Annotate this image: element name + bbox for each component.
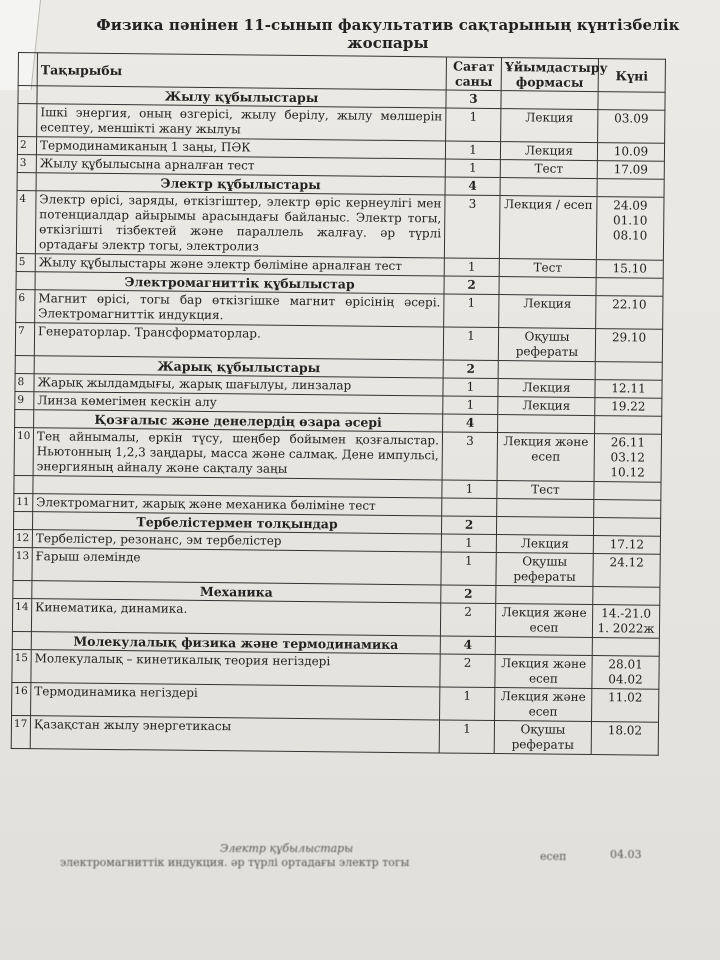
row-hours: 1 xyxy=(442,480,497,499)
row-number xyxy=(18,104,37,137)
section-num-cell xyxy=(13,511,32,529)
section-date-cell xyxy=(593,587,660,606)
section-hours: 2 xyxy=(441,585,496,604)
row-form: Лекция xyxy=(501,109,598,143)
footer-form: есеп xyxy=(540,850,567,863)
row-date: 22.10 xyxy=(596,296,663,330)
row-hours: 1 xyxy=(446,108,501,142)
row-topic: Тербелістер, резонанс, эм тербелістер xyxy=(32,530,441,552)
section-title: Жарық құбылыстары xyxy=(34,356,443,378)
table-row xyxy=(11,715,658,755)
row-date: 26.11 03.12 10.12 xyxy=(594,434,661,483)
section-form-cell xyxy=(498,361,595,380)
row-number: 14 xyxy=(12,598,31,631)
section-date-cell xyxy=(595,416,662,435)
row-hours: 1 xyxy=(443,378,498,397)
row-number: 4 xyxy=(16,190,36,253)
row-date: 10.09 xyxy=(597,143,664,162)
section-title: Электр құбылыстары xyxy=(36,173,445,195)
row-topic: Термодинамиканың 1 заңы, ПӘК xyxy=(36,137,445,159)
row-form: Тест xyxy=(500,160,597,179)
row-number xyxy=(14,475,33,493)
section-title: Молекулалық физика және термодинамика xyxy=(31,632,440,654)
table-row xyxy=(16,190,664,260)
row-form xyxy=(497,499,594,518)
section-date-cell xyxy=(598,92,665,111)
section-hours: 2 xyxy=(444,276,499,295)
row-hours: 1 xyxy=(444,258,499,277)
header-date: Күні xyxy=(598,59,665,93)
section-num-cell xyxy=(17,172,36,190)
row-topic: Тең айнымалы, еркін түсу, шеңбер бойымен қозғалыстар. Ньютонның 1,2,3 заңдары, масса және салмақ. Дене импульсі, энергияның айналу және сақталу заңы xyxy=(33,428,442,480)
row-hours: 1 xyxy=(440,687,495,721)
row-date: 11.02 xyxy=(592,689,659,723)
section-form-cell xyxy=(496,517,593,536)
section-hours: 4 xyxy=(445,177,500,196)
row-topic: Электромагнит, жарық және механика бөліміне тест xyxy=(33,494,442,516)
section-hours: 2 xyxy=(443,360,498,379)
section-hours: 2 xyxy=(441,516,496,535)
row-date: 24.12 xyxy=(593,554,660,588)
row-form: Лекция xyxy=(499,295,596,329)
row-date: 17.12 xyxy=(593,536,660,555)
row-form: Лекция xyxy=(498,397,595,416)
section-date-cell xyxy=(595,362,662,381)
row-form: Оқушы рефераты xyxy=(496,553,593,587)
row-hours: 1 xyxy=(441,552,496,586)
row-topic: Қазақстан жылу энергетикасы xyxy=(30,716,439,753)
header-hours: Сағат саны xyxy=(446,57,501,91)
section-form-cell xyxy=(501,91,598,110)
row-date: 03.09 xyxy=(598,110,665,144)
section-num-cell xyxy=(18,86,37,104)
row-date xyxy=(594,500,661,519)
row-hours: 1 xyxy=(444,294,499,328)
row-date: 29.10 xyxy=(595,329,662,363)
row-number: 16 xyxy=(12,682,31,715)
row-number: 15 xyxy=(12,649,31,682)
section-form-cell xyxy=(495,637,592,656)
row-form: Лекция xyxy=(496,535,593,554)
section-num-cell xyxy=(15,409,34,427)
section-num-cell xyxy=(12,631,31,649)
section-title: Жылу құбылыстары xyxy=(37,86,446,108)
row-topic: Генераторлар. Трансформаторлар. xyxy=(34,323,443,360)
row-date: 19.22 xyxy=(595,398,662,417)
section-num-cell xyxy=(15,355,34,373)
row-hours: 2 xyxy=(440,654,495,688)
row-topic: Ғарыш әлемінде xyxy=(32,548,441,585)
row-number: 2 xyxy=(17,137,36,155)
section-form-cell xyxy=(498,415,595,434)
row-hours: 1 xyxy=(443,396,498,415)
row-form: Оқушы рефераты xyxy=(498,328,595,362)
section-title: Электромагниттік құбылыстар xyxy=(35,272,444,294)
row-hours xyxy=(442,498,497,517)
row-topic: Магнит өрісі, тогы бар өткізгішке магнит өрісінің әсері. Электромагниттік индукция. xyxy=(35,290,444,327)
row-hours: 1 xyxy=(443,327,498,361)
row-topic: Линза көмегімен кескін алу xyxy=(34,392,443,414)
row-number: 8 xyxy=(15,373,34,391)
row-topic: Жылу құбылыстары және электр бөліміне арналған тест xyxy=(35,254,444,276)
row-hours: 1 xyxy=(441,534,496,553)
footer-line-2: электромагниттік индукция. әр түрлі ортадағы электр тогы xyxy=(60,856,410,869)
row-date: 24.09 01.10 08.10 xyxy=(596,197,664,261)
section-title: Тербелістермен толқындар xyxy=(32,512,441,534)
row-hours: 2 xyxy=(440,603,495,637)
row-hours: 3 xyxy=(444,195,500,259)
table-body xyxy=(11,86,665,756)
schedule-table xyxy=(11,52,666,756)
row-topic: Электр өрісі, заряды, өткізгіштер, электр өріс кернеулігі мен потенциалдар айырымы арасындағы байланыс. Электр тогы, өткізгішті тізбектей және параллель жалғау. әр түрлі ортадағы электр тогы, электролиз xyxy=(35,191,445,258)
row-number: 7 xyxy=(15,322,34,355)
row-hours: 1 xyxy=(445,159,500,178)
row-number: 6 xyxy=(16,289,35,322)
row-form: Тест xyxy=(499,259,596,278)
section-hours: 4 xyxy=(443,414,498,433)
row-form: Лекция / есеп xyxy=(499,196,597,260)
row-number: 12 xyxy=(13,529,32,547)
section-num-cell xyxy=(13,580,32,598)
section-form-cell xyxy=(496,586,593,605)
row-number: 3 xyxy=(17,154,36,172)
row-topic: Жарық жылдамдығы, жарық шағылуы, линзалар xyxy=(34,374,443,396)
section-date-cell xyxy=(593,518,660,537)
section-form-cell xyxy=(499,277,596,296)
row-form: Лекция және есеп xyxy=(495,604,592,638)
footer-line-1: Электр құбылыстары xyxy=(220,842,354,855)
section-title: Қозғалыс және денелердің өзара әсері xyxy=(34,410,443,432)
row-date: 28.01 04.02 xyxy=(592,656,659,690)
row-form: Лекция xyxy=(498,379,595,398)
row-date: 18.02 xyxy=(591,722,658,756)
footer-date: 04.03 xyxy=(610,848,642,861)
row-form: Лекция және есеп xyxy=(497,433,594,482)
row-date: 17.09 xyxy=(597,161,664,180)
section-num-cell xyxy=(16,271,35,289)
row-date: 12.11 xyxy=(595,380,662,399)
row-number: 5 xyxy=(16,253,35,271)
page-title: Физика пәнінен 11-сынып факультатив сақтарының күнтізбелік жоспары xyxy=(96,16,680,52)
row-hours: 3 xyxy=(442,432,497,481)
section-hours: 3 xyxy=(446,90,501,109)
row-form: Оқушы рефераты xyxy=(494,721,591,755)
section-form-cell xyxy=(500,178,597,197)
row-hours: 1 xyxy=(439,720,494,754)
header-num xyxy=(18,53,37,86)
row-number: 11 xyxy=(14,493,33,511)
row-form: Лекция xyxy=(500,142,597,161)
row-number: 13 xyxy=(13,547,32,580)
row-number: 9 xyxy=(15,391,34,409)
schedule-table-wrapper xyxy=(11,52,655,756)
row-topic: Ішкі энергия, оның өзгерісі, жылу берілу, жылу мөлшерін есептеу, меншікті жану жылуы xyxy=(37,104,446,141)
row-topic: Жылу құбылысына арналған тест xyxy=(36,155,445,177)
section-date-cell xyxy=(592,638,659,657)
section-date-cell xyxy=(596,278,663,297)
row-form: Тест xyxy=(497,481,594,500)
row-number: 17 xyxy=(11,715,30,748)
table-row xyxy=(14,427,661,482)
section-hours: 4 xyxy=(440,636,495,655)
row-date: 14.-21.0 1. 2022ж xyxy=(592,605,659,639)
row-date xyxy=(594,482,661,501)
section-date-cell xyxy=(597,179,664,198)
blurred-footer xyxy=(40,842,660,882)
row-hours: 1 xyxy=(445,141,500,160)
row-topic: Кинематика, динамика. xyxy=(31,599,440,636)
section-title: Механика xyxy=(32,581,441,603)
row-topic: Термодинамика негіздері xyxy=(31,683,440,720)
row-form: Лекция және есеп xyxy=(495,655,592,689)
row-number: 10 xyxy=(14,427,34,475)
header-form: Ұйымдастыру формасы xyxy=(501,58,598,92)
row-form: Лекция және есеп xyxy=(495,688,592,722)
row-date: 15.10 xyxy=(596,260,663,279)
header-topic: Тақырыбы xyxy=(37,53,446,90)
row-topic: Молекулалық – кинетикалық теория негіздері xyxy=(31,650,440,687)
